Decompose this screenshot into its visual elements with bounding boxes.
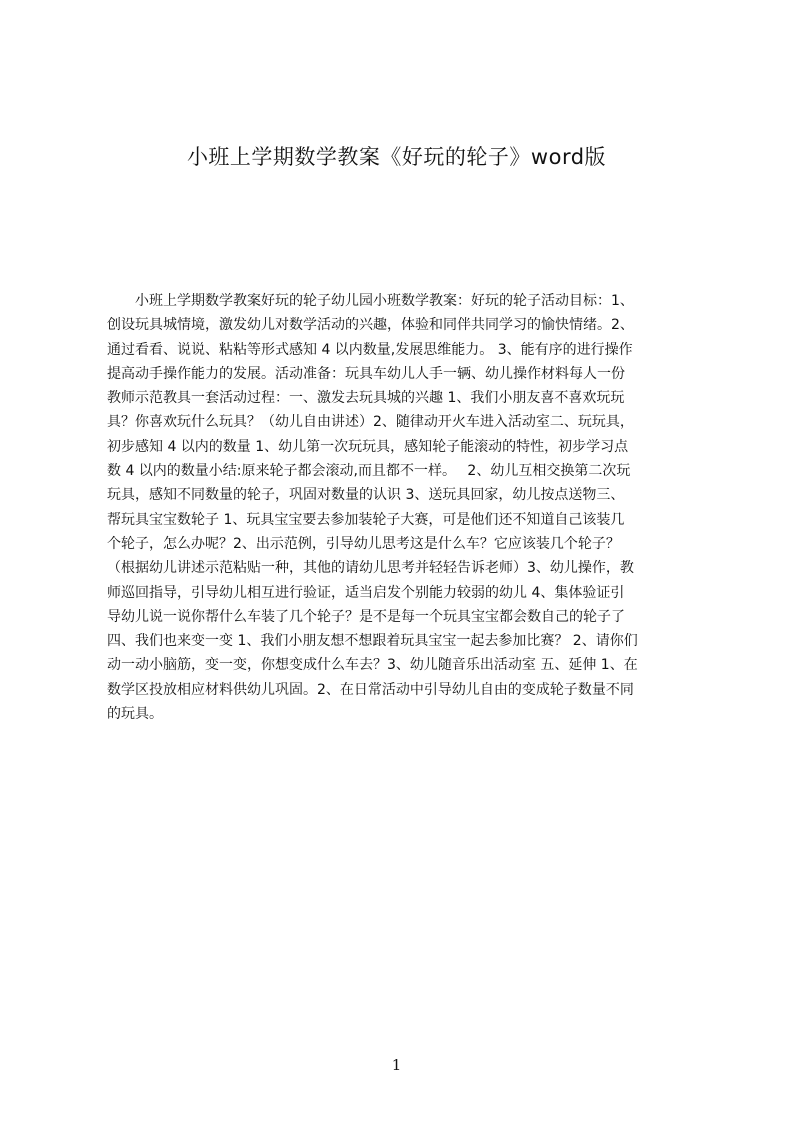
body-line: 动一动小脑筋，变一变，你想变成什么车去？3、幼儿随音乐出活动室 五、延伸 1、在 <box>107 657 638 674</box>
body-line: 帮玩具宝宝数轮子 1、玩具宝宝要去参加装轮子大赛，可是他们还不知道自己该装几 <box>107 511 625 528</box>
body-line: 创设玩具城情境，激发幼儿对数学活动的兴趣，体验和同伴共同学习的愉快情绪。2、 <box>107 317 634 334</box>
body-line: 师巡回指导，引导幼儿相互进行验证，适当启发个别能力较弱的幼儿 4、集体验证引 <box>107 584 625 601</box>
body-line: 通过看看、说说、粘粘等形式感知 4 以内数量,发展思维能力。 3、能有序的进行操作 <box>107 341 633 358</box>
body-line: 的玩具。 <box>107 706 163 723</box>
body-line: 数 4 以内的数量小结:原来轮子都会滚动,而且都不一样。 2、幼儿互相交换第二次玩 <box>107 463 631 480</box>
body-line: 具？你喜欢玩什么玩具？（幼儿自由讲述）2、随律动开火车进入活动室二、玩玩具， <box>107 414 634 431</box>
body-line: 导幼儿说一说你帮什么车装了几个轮子？是不是每一个玩具宝宝都会数自己的轮子了 <box>107 608 625 625</box>
body-line: 初步感知 4 以内的数量 1、幼儿第一次玩玩具，感知轮子能滚动的特性，初步学习点 <box>107 438 629 455</box>
body-line: 四、我们也来变一变 1、我们小朋友想不想跟着玩具宝宝一起去参加比赛？ 2、请你们 <box>107 633 638 650</box>
body-line: 教师示范教具一套活动过程：一、激发去玩具城的兴趣 1、我们小朋友喜不喜欢玩玩 <box>107 390 625 407</box>
document-title: 小班上学期数学教案《好玩的轮子》word版 <box>186 145 607 169</box>
body-line: 玩具，感知不同数量的轮子，巩固对数量的认识 3、送玩具回家，幼儿按点送物三、 <box>107 487 625 504</box>
body-line: （根据幼儿讲述示范粘贴一种，其他的请幼儿思考并轻轻告诉老师）3、幼儿操作，教 <box>107 560 634 577</box>
document-body <box>107 289 697 726</box>
body-line: 数学区投放相应材料供幼儿巩固。2、在日常活动中引导幼儿自由的变成轮子数量不同 <box>107 681 634 698</box>
body-line: 小班上学期数学教案好玩的轮子幼儿园小班数学教案：好玩的轮子活动目标：1、 <box>107 293 634 309</box>
page-number: 1 <box>391 1056 402 1074</box>
body-line: 个轮子，怎么办呢？2、出示范例，引导幼儿思考这是什么车？它应该装几个轮子？ <box>107 535 620 552</box>
body-line: 提高动手操作能力的发展。活动准备：玩具车幼儿人手一辆、幼儿操作材料每人一份 <box>107 365 625 382</box>
